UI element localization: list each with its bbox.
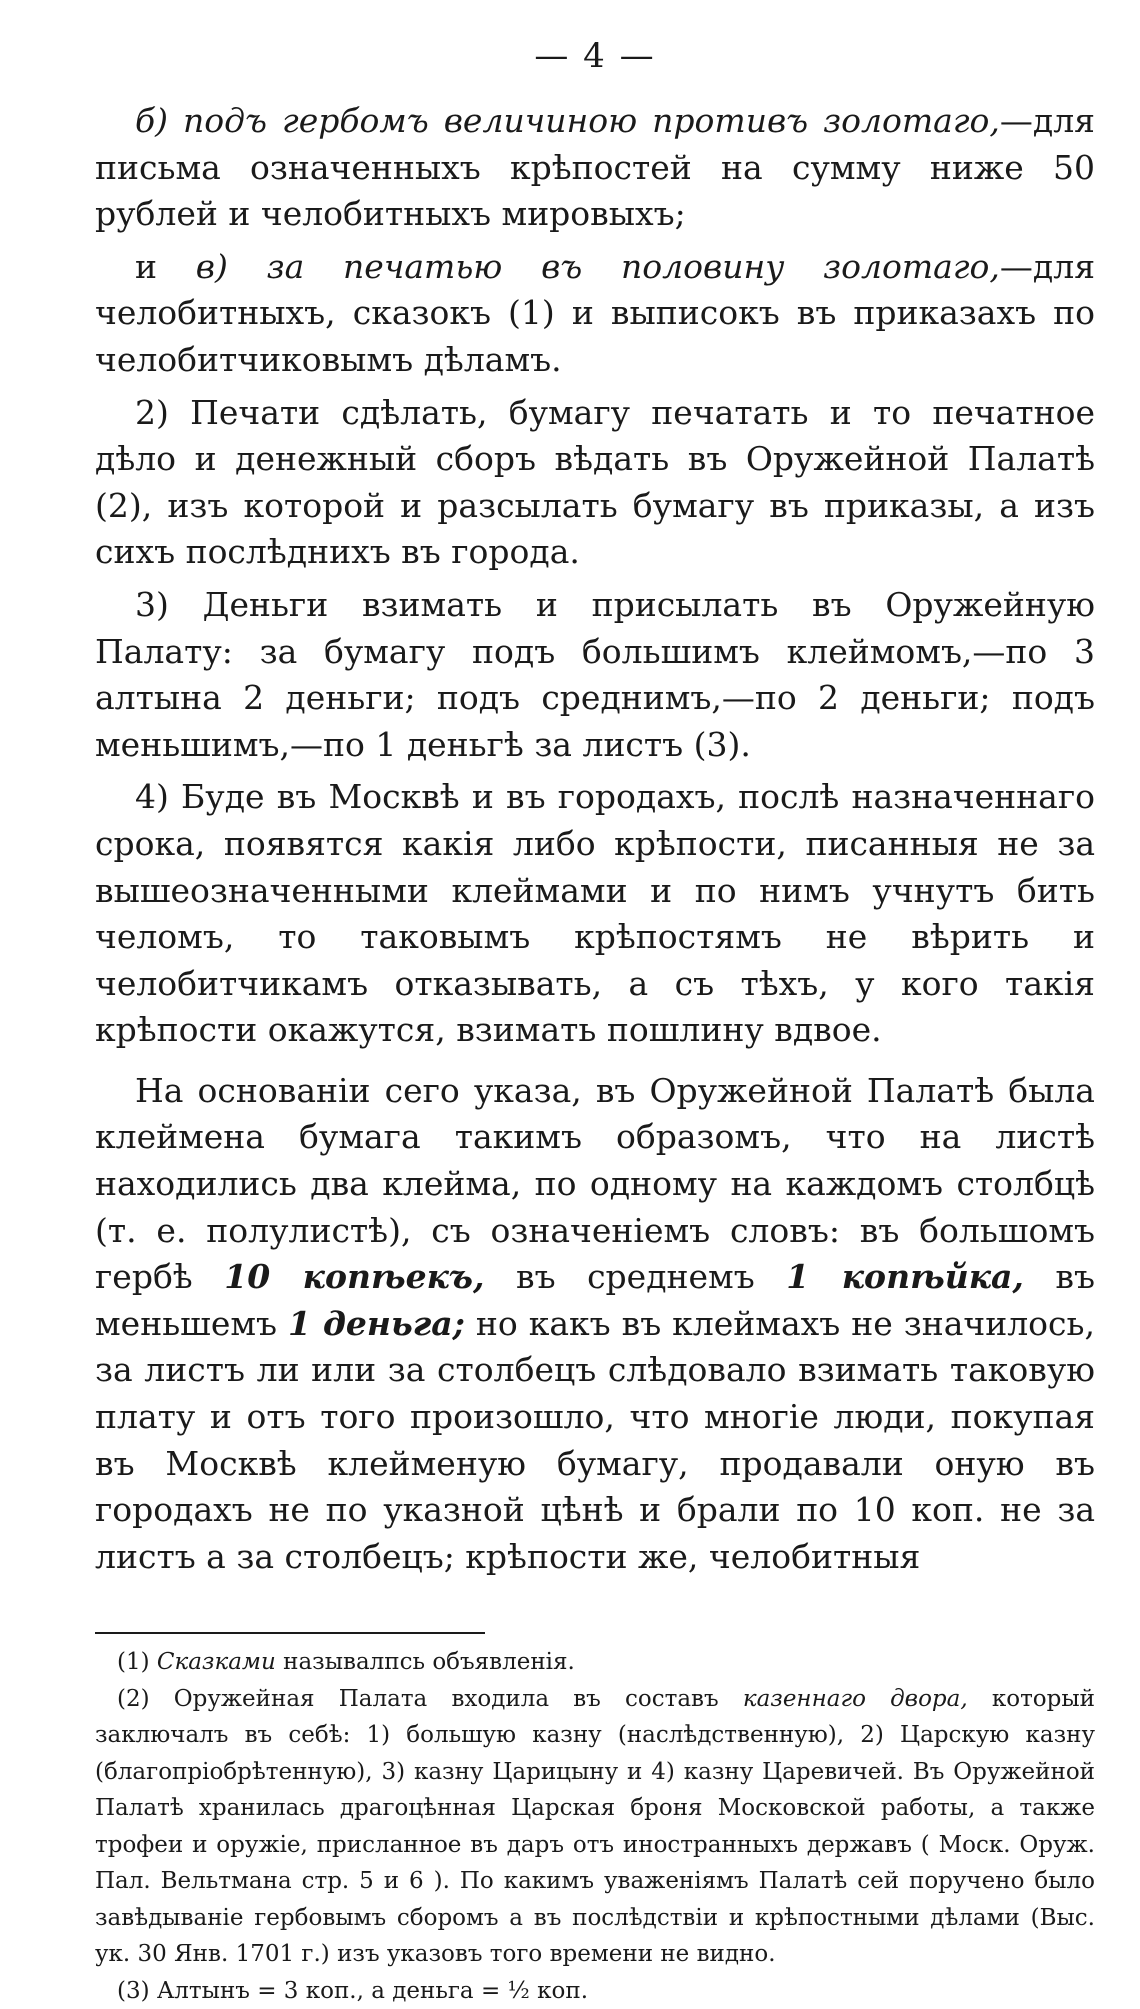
main-text xyxy=(95,98,1095,1580)
paragraph-v-emphasis: в) за печатью въ половину золотаго, xyxy=(195,246,1000,286)
footnote-1-number: (1) xyxy=(117,1649,157,1676)
footnote-1-text: называлпсь объявленія. xyxy=(275,1649,575,1676)
paragraph-decree-text-3: въ меньшемъ xyxy=(95,1257,1095,1343)
paragraph-3: 3) Деньги взимать и присылать въ Оружейную Палату: за бумагу подъ большимъ клеймомъ,—по 3 алтына 2 деньги; подъ среднимъ,—по 2 деньги; подъ меньшимъ,—по 1 деньгѣ за листъ (3). xyxy=(95,584,1095,764)
book-page xyxy=(95,28,1095,2009)
paragraph-4: 4) Буде въ Москвѣ и въ городахъ, послѣ назначеннаго срока, появятся какія либо крѣпости, писанныя не за вышеозначенными клеймами и по нимъ учнутъ бить челомъ, то таковымъ крѣпостямъ не вѣрить и челобитчикамъ отказывать, а съ тѣхъ, у кого такія крѣпости окажутся, взимать пошлину вдвое. xyxy=(95,777,1095,1050)
paragraph-decree-text-2: въ среднемъ xyxy=(484,1257,787,1297)
paragraph-decree-basis xyxy=(95,1068,1095,1581)
paragraph-b-emphasis: б) подъ гербомъ величиною противъ золотаго, xyxy=(135,101,1000,140)
footnote-divider xyxy=(95,1632,485,1634)
paragraph-2: 2) Печати сдѣлать, бумагу печатать и то печатное дѣло и денежный сборъ вѣдать въ Оружейной Палатѣ (2), изъ которой и разсылать бумагу въ приказы, а изъ сихъ послѣднихъ въ города. xyxy=(95,392,1095,572)
footnotes xyxy=(95,1644,1095,2009)
stamp-value-small: 1 деньга; xyxy=(288,1303,465,1343)
page-number: — 4 — xyxy=(534,36,656,76)
paragraph-decree-text-1: На основаніи сего указа, въ Оружейной Палатѣ была клеймена бумага такимъ образомъ, что на листѣ находились два клейма, по одному на каждомъ столбцѣ (т. е. полулистѣ), съ означеніемъ словъ: въ большомъ гербѣ xyxy=(95,1070,1095,1297)
paragraph-v-text: —для челобитныхъ, сказокъ (1) и выписокъ въ приказахъ по челобитчиковымъ дѣламъ. xyxy=(95,246,1096,379)
stamp-value-medium: 1 копѣйка, xyxy=(786,1257,1024,1297)
footnote-2-emphasis: казеннаго двора, xyxy=(742,1685,968,1712)
paragraph-v-lead: и xyxy=(135,246,196,286)
paragraph-v xyxy=(95,244,1095,384)
footnote-2 xyxy=(95,1681,1095,1973)
paragraph-decree-text-4: но какъ въ клеймахъ не значилось, за листъ ли или за столбецъ слѣдовало взимать таковую плату и отъ того произошло, что многіе люди, покупая въ Москвѣ клейменую бумагу, продавали оную въ городахъ не по указной цѣнѣ и брали по 10 коп. не за листъ а за столбецъ; крѣпости же, челобитныя xyxy=(95,1303,1095,1576)
footnote-1-emphasis: Сказками xyxy=(156,1649,276,1676)
footnote-1 xyxy=(95,1644,1095,1681)
paragraph-b-text: —для письма означенныхъ крѣпостей на сумму ниже 50 рублей и челобитныхъ мировыхъ; xyxy=(95,101,1095,234)
footnote-2-number: (2) xyxy=(117,1685,174,1712)
stamp-value-large: 10 копѣекъ, xyxy=(224,1257,485,1297)
footnote-2-text-2: который заключалъ въ себѣ: 1) большую казну (наслѣдственную), 2) Царскую казну (благопріобрѣтенную), 3) казну Царицыну и 4) казну Царевичей. Въ Оружейной Палатѣ хранилась драгоцѣнная Царская броня Московской работы, а также трофеи и оружіе, присланное въ даръ отъ иностранныхъ державъ ( Моск. Оруж. Пал. Вельтмана стр. 5 и 6 ). По какимъ уваженіямъ Палатѣ сей поручено было завѣдываніе гербовымъ сборомъ а въ послѣдствіи и крѣпостными дѣлами (Выс. ук. 30 Янв. 1701 г.) изъ указовъ того времени не видно. xyxy=(95,1685,1096,1968)
footnote-2-text-1: Оружейная Палата входила въ составъ xyxy=(173,1685,743,1712)
footnote-3: (3) Алтынъ = 3 коп., а деньга = ½ коп. xyxy=(117,1977,589,2004)
paragraph-b xyxy=(95,98,1095,238)
